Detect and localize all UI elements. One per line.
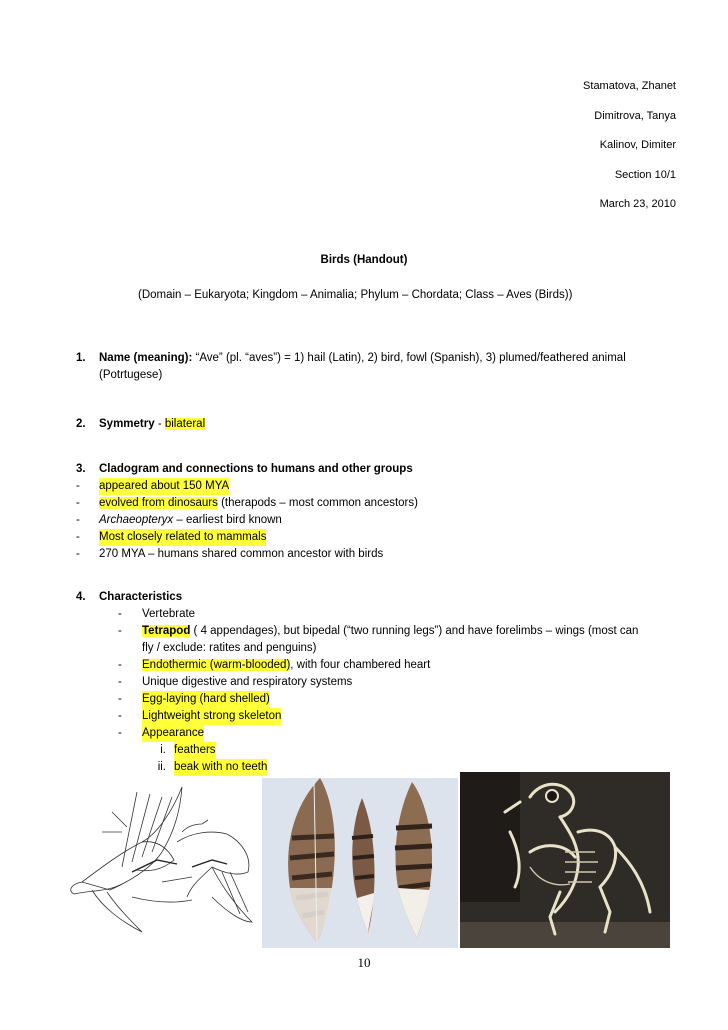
list-item: - Tetrapod ( 4 appendages), but bipedal (“two running legs”) and have forelimbs – wings (most can xyxy=(118,625,639,637)
list-item-text: – earliest bird known xyxy=(173,514,282,526)
section-characteristics xyxy=(76,589,686,776)
list-item-text: Lightweight strong skeleton xyxy=(142,708,281,725)
list-item-text: Tetrapod xyxy=(142,625,191,637)
list-item-text: evolved from dinosaurs xyxy=(99,497,218,509)
list-item-text: Most closely related to mammals xyxy=(99,529,266,546)
list-item-text: Unique digestive and respiratory systems xyxy=(142,676,353,688)
list-item: - Most closely related to mammals xyxy=(76,529,418,546)
list-item-text: ( 4 appendages), but bipedal (“two running legs”) and have forelimbs – wings (most can xyxy=(190,625,639,637)
bird-flight-diagram xyxy=(62,772,260,952)
list-item-text: appeared about 150 MYA xyxy=(99,478,229,495)
section-name-meaning xyxy=(76,350,696,384)
section-number: 2. xyxy=(76,418,86,430)
section-cladogram xyxy=(76,461,418,563)
list-item-text: Archaeopteryx xyxy=(99,514,174,526)
section-label: Characteristics xyxy=(99,591,183,603)
author-name: Stamatova, Zhanet xyxy=(583,80,676,92)
list-item-text: 270 MYA – humans shared common ancestor with birds xyxy=(99,548,384,560)
section-label: Cladogram and connections to humans and other groups xyxy=(99,463,413,475)
list-item: - evolved from dinosaurs (therapods – most common ancestors) xyxy=(76,497,418,509)
list-item-text: Appearance xyxy=(142,725,204,742)
list-item: - Lightweight strong skeleton xyxy=(118,708,686,725)
author-name: Dimitrova, Tanya xyxy=(594,109,676,122)
list-item-text: (therapods – most common ancestors) xyxy=(217,497,418,509)
section-label: Section 10/1 xyxy=(614,168,676,181)
bird-skeleton-photo xyxy=(460,772,670,948)
list-item: - Egg-laying (hard shelled) xyxy=(118,691,686,708)
list-item-text: Egg-laying (hard shelled) xyxy=(142,691,270,708)
list-item-text: Vertebrate xyxy=(142,608,196,620)
list-item xyxy=(118,640,686,657)
author-name: Kalinov, Dimiter xyxy=(599,139,676,151)
list-item-text: beak with no teeth xyxy=(174,759,267,776)
section-number: 3. xyxy=(76,463,86,475)
section-label: Symmetry xyxy=(99,418,155,430)
section-text: (Potrtugese) xyxy=(99,369,163,381)
figure-row xyxy=(0,772,728,952)
feathers-photo xyxy=(262,778,458,948)
author-block xyxy=(583,72,676,220)
date: March 23, 2010 xyxy=(599,198,676,210)
sub-list-item xyxy=(142,742,686,759)
list-item-text: feathers xyxy=(174,742,216,759)
section-number: 4. xyxy=(76,591,86,603)
section-text: “Ave” (pl. “aves”) = 1) hail (Latin), 2) bird, fowl (Spanish), 3) plumed/feathered animal xyxy=(192,352,626,364)
page-title: Birds (Handout) xyxy=(320,254,408,266)
taxonomy-line: (Domain – Eukaryota; Kingdom – Animalia; Phylum – Chordata; Class – Aves (Birds)) xyxy=(138,289,573,301)
highlighted-value: bilateral xyxy=(164,418,206,430)
list-item-text: , with four chambered heart xyxy=(290,659,431,671)
roman-numeral: ii. xyxy=(157,761,166,773)
separator: - xyxy=(154,418,165,430)
list-item-text: fly / exclude: ratites and penguins) xyxy=(142,642,317,654)
list-item: - Vertebrate xyxy=(118,606,686,623)
list-item: - appeared about 150 MYA xyxy=(76,478,418,495)
section-number: 1. xyxy=(76,352,86,364)
list-item: - Archaeopteryx – earliest bird known xyxy=(76,514,282,526)
list-item: - Appearance xyxy=(118,725,686,742)
section-symmetry xyxy=(76,416,205,433)
list-item-text: Endothermic (warm-blooded) xyxy=(142,659,291,671)
section-label: Name (meaning): xyxy=(99,352,193,364)
list-item: - Endothermic (warm-blooded), with four chambered heart xyxy=(118,659,431,671)
list-item: - 270 MYA – humans shared common ancestor with birds xyxy=(76,546,418,563)
page-number: 10 xyxy=(357,955,371,970)
list-item: - Unique digestive and respiratory systems xyxy=(118,674,686,691)
roman-numeral: i. xyxy=(160,744,166,756)
